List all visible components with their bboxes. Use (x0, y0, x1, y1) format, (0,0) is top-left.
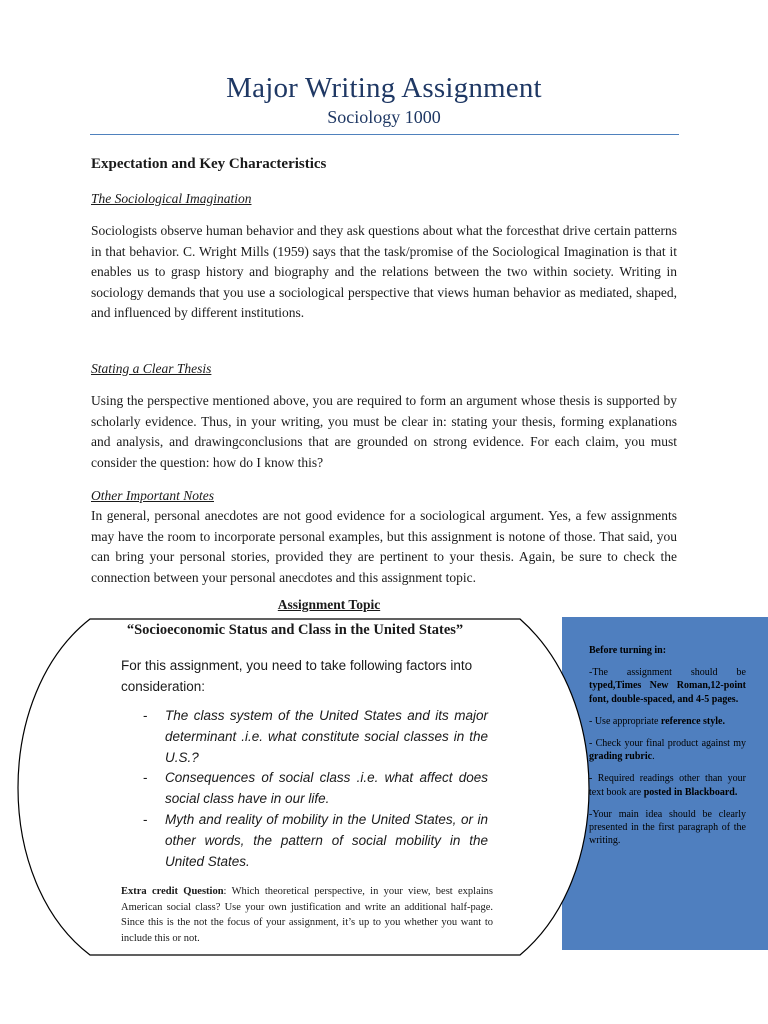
sidebar-item-readings: - Required readings other than your text book are posted in Blackboard. (589, 773, 746, 798)
topic-intro: For this assignment, you need to take following factors into consideration: (121, 658, 473, 694)
assignment-topic-heading: Assignment Topic (277, 597, 381, 612)
paragraph-sociological-imagination: Sociologists observe human behavior and they ask questions about what the forcesthat drive certain patterns in that behavior. C. Wright Mills (1959) says that the task/promise of the Sociological Imagination is that it enables us to grasp history and biography and the relations between the two within society. Writing in sociology demands that you use a sociological perspective that views human behavior as mediated, shaped, and influenced by different institutions. (91, 223, 677, 321)
list-item: - Consequences of social class .i.e. what affect does social class have in our life. (143, 770, 488, 807)
subheading-clear-thesis: Stating a Clear Thesis (91, 361, 212, 376)
sidebar-heading: Before turning in: (589, 645, 667, 656)
sidebar-item-reference: - Use appropriate reference style. (589, 715, 725, 727)
sidebar-item-main-idea: -Your main idea should be clearly presented in the first paragraph of the writing. (589, 808, 746, 847)
topic-title: “Socioeconomic Status and Class in the United States” (126, 622, 464, 638)
factor-list (143, 706, 488, 872)
extra-credit-question: Extra credit Question: Which theoretical perspective, in your view, best explains American social class? Use your own justification and write an additional half-page. Since this is the not the focus of your assignment, it’s up to you whether you want to include this or not. (121, 886, 493, 944)
list-item: - The class system of the United States and its major determinant .i.e. what constitute social classes in the U.S.? (143, 708, 488, 765)
bullet-dash: - (143, 708, 148, 723)
list-item: - Myth and reality of mobility in the United States, or in other words, the pattern of social mobility in the United States. (143, 811, 488, 869)
sidebar-item-rubric: - Check your final product against my grading rubric. (589, 738, 746, 763)
bullet-dash: - (143, 811, 148, 827)
paragraph-important-notes: In general, personal anecdotes are not good evidence for a sociological argument. Yes, a few assignments may have the room to incorporate personal examples, but this assignment is notone of those. That said, you can bring your personal stories, provided they are pertinent to your thesis. Again, be sure to check the connection between your personal anecdotes and this assignment topic. (91, 508, 677, 585)
page-subtitle: Sociology 1000 (327, 107, 441, 127)
paragraph-clear-thesis: Using the perspective mentioned above, you are required to form an argument whose thesis is supported by scholarly evidence. Thus, in your writing, you must be clear in: stating your thesis, forming explanations and analysis, and drawingconclusions that are grounded on strong evidence. For each claim, you must consider the question: how do I know this? (91, 393, 677, 470)
bullet-dash: - (143, 770, 148, 786)
subheading-important-notes: Other Important Notes (91, 488, 214, 503)
sidebar-item-format: -The assignment should be typed,Times New Roman,12-point font, double-spaced, and 4-5 pages. (589, 667, 746, 705)
page-title: Major Writing Assignment (226, 72, 542, 104)
subheading-sociological-imagination: The Sociological Imagination (91, 191, 252, 206)
section-heading: Expectation and Key Characteristics (91, 156, 327, 172)
